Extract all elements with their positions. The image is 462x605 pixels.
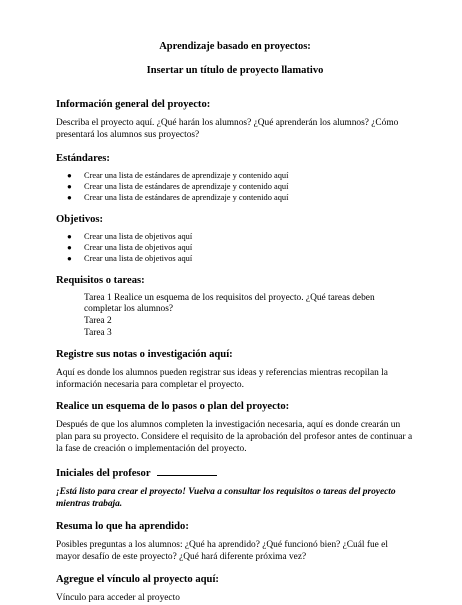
bullet-icon: ● bbox=[67, 242, 72, 252]
section-body-notes: Aquí es donde los alumnos pueden registrar sus ideas y referencias mientras recopilan la información necesaria para completar el proyecto. bbox=[56, 367, 388, 390]
task-3: Tarea 3 bbox=[84, 327, 112, 338]
bullet-icon: ● bbox=[67, 181, 72, 191]
section-heading-requirements: Requisitos o tareas: bbox=[56, 274, 145, 286]
initials-blank-line[interactable] bbox=[157, 465, 217, 476]
bullet-icon: ● bbox=[67, 231, 72, 241]
list-item: ● Crear una lista de estándares de aprendizaje y contenido aquí bbox=[67, 170, 289, 180]
section-body-initials: ¡Está listo para crear el proyecto! Vuelva a consultar los requisitos o tareas del proyecto mientras trabaja. bbox=[56, 486, 396, 509]
project-link-text[interactable]: Vínculo para acceder al proyecto bbox=[56, 592, 180, 603]
section-requirements bbox=[56, 274, 414, 340]
section-standards bbox=[56, 152, 414, 203]
list-item: ● Crear una lista de estándares de aprendizaje y contenido aquí bbox=[67, 181, 289, 191]
section-objectives bbox=[56, 213, 414, 264]
section-plan bbox=[56, 400, 414, 455]
task-1: Tarea 1 Realice un esquema de los requisitos del proyecto. ¿Qué tareas deben completar los alumnos? bbox=[84, 292, 375, 315]
bullet-icon: ● bbox=[67, 253, 72, 263]
section-heading-link: Agregue el vínculo al proyecto aquí: bbox=[56, 573, 219, 585]
section-heading-notes: Registre sus notas o investigación aquí: bbox=[56, 348, 233, 360]
section-notes bbox=[56, 348, 414, 392]
section-body-summary: Posibles preguntas a los alumnos: ¿Qué ha aprendido? ¿Qué funcionó bien? ¿Cuál fue el mayor desafío de este proyecto? ¿Qué hará diferente próxima vez? bbox=[56, 540, 388, 563]
list-item: ● Crear una lista de objetivos aquí bbox=[67, 231, 193, 241]
section-heading-plan: Realice un esquema de lo pasos o plan del proyecto: bbox=[56, 401, 290, 413]
section-heading-info: Información general del proyecto: bbox=[56, 99, 211, 110]
list-item: ● Crear una lista de objetivos aquí bbox=[67, 242, 193, 252]
section-body-info: Describa el proyecto aquí. ¿Qué harán los alumnos? ¿Qué aprenderán los alumnos? ¿Cómo presentará los alumnos sus proyectos? bbox=[56, 118, 399, 140]
task-list bbox=[56, 293, 414, 340]
section-heading-objectives: Objetivos: bbox=[56, 213, 104, 225]
section-heading-standards: Estándares: bbox=[56, 152, 110, 164]
section-body-plan: Después de que los alumnos completen la investigación necesaria, aquí es donde crearán un plan para su proyecto. Considere el requisito de la aprobación del profesor antes de continuar a la fase de creación o implementación del proyecto. bbox=[56, 420, 413, 454]
bullet-icon: ● bbox=[67, 192, 72, 202]
project-title: Insertar un título de proyecto llamativo bbox=[146, 65, 324, 76]
list-item: ● Crear una lista de objetivos aquí bbox=[67, 253, 193, 263]
section-info bbox=[56, 98, 414, 142]
standards-list bbox=[56, 170, 414, 203]
section-summary bbox=[56, 520, 414, 564]
list-item: ● Crear una lista de estándares de aprendizaje y contenido aquí bbox=[67, 192, 289, 202]
bullet-icon: ● bbox=[67, 170, 72, 180]
section-initials bbox=[56, 465, 414, 511]
objectives-list bbox=[56, 231, 414, 264]
document-title: Aprendizaje basado en proyectos: bbox=[159, 41, 311, 52]
section-heading-initials: Iniciales del profesor bbox=[56, 465, 414, 481]
section-heading-summary: Resuma lo que ha aprendido: bbox=[56, 521, 189, 533]
task-2: Tarea 2 bbox=[84, 316, 112, 327]
